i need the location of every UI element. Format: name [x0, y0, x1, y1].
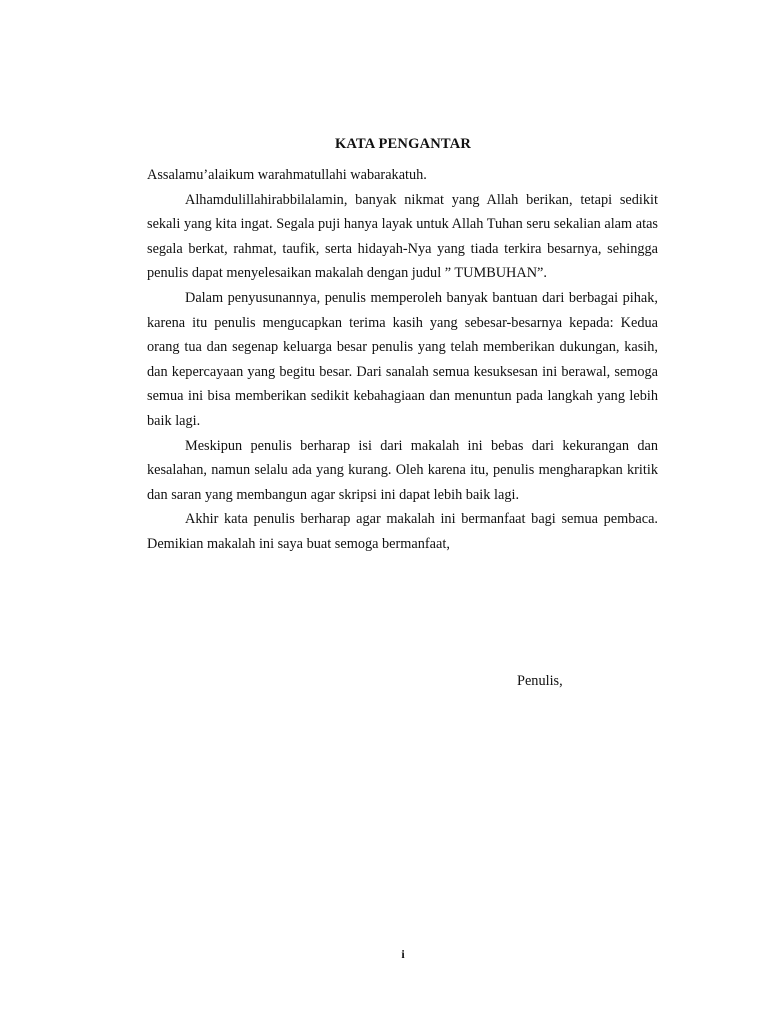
signature-label: Penulis, — [517, 673, 563, 689]
greeting-line: Assalamu’alaikum warahmatullahi wabarakatuh. — [147, 167, 427, 183]
paragraph-3: Meskipun penulis berharap isi dari makalah ini bebas dari kekurangan dan kesalahan, namun selalu ada yang kurang. Oleh karena itu, penulis mengharapkan kritik dan saran yang membangun agar skripsi ini dapat lebih baik lagi. — [147, 437, 658, 503]
page-title: KATA PENGANTAR — [334, 136, 472, 152]
paragraph-1: Alhamdulillahirabbilalamin, banyak nikmat yang Allah berikan, tetapi sedikit sekali yang kita ingat. Segala puji hanya layak untuk Allah Tuhan seru sekalian alam atas segala berkat, rahmat, taufik, serta hidayah-Nya yang tiada terkira besarnya, sehingga penulis dapat menyelesaikan makalah dengan judul ” TUMBUHAN”. — [147, 191, 658, 282]
document-body — [147, 163, 658, 557]
paragraph-2: Dalam penyusunannya, penulis memperoleh banyak bantuan dari berbagai pihak, karena itu penulis mengucapkan terima kasih yang sebesar-besarnya kepada: Kedua orang tua dan segenap keluarga besar penulis yang telah memberikan dukungan, kasih, dan kepercayaan yang begitu besar. Dari sanalah semua kesuksesan ini berawal, semoga semua ini bisa memberikan sedikit kebahagiaan dan menuntun pada langkah yang lebih baik lagi. — [147, 289, 658, 429]
page-number: i — [401, 947, 405, 961]
paragraph-4: Akhir kata penulis berharap agar makalah ini bermanfaat bagi semua pembaca. Demikian makalah ini saya buat semoga bermanfaat, — [147, 511, 658, 552]
